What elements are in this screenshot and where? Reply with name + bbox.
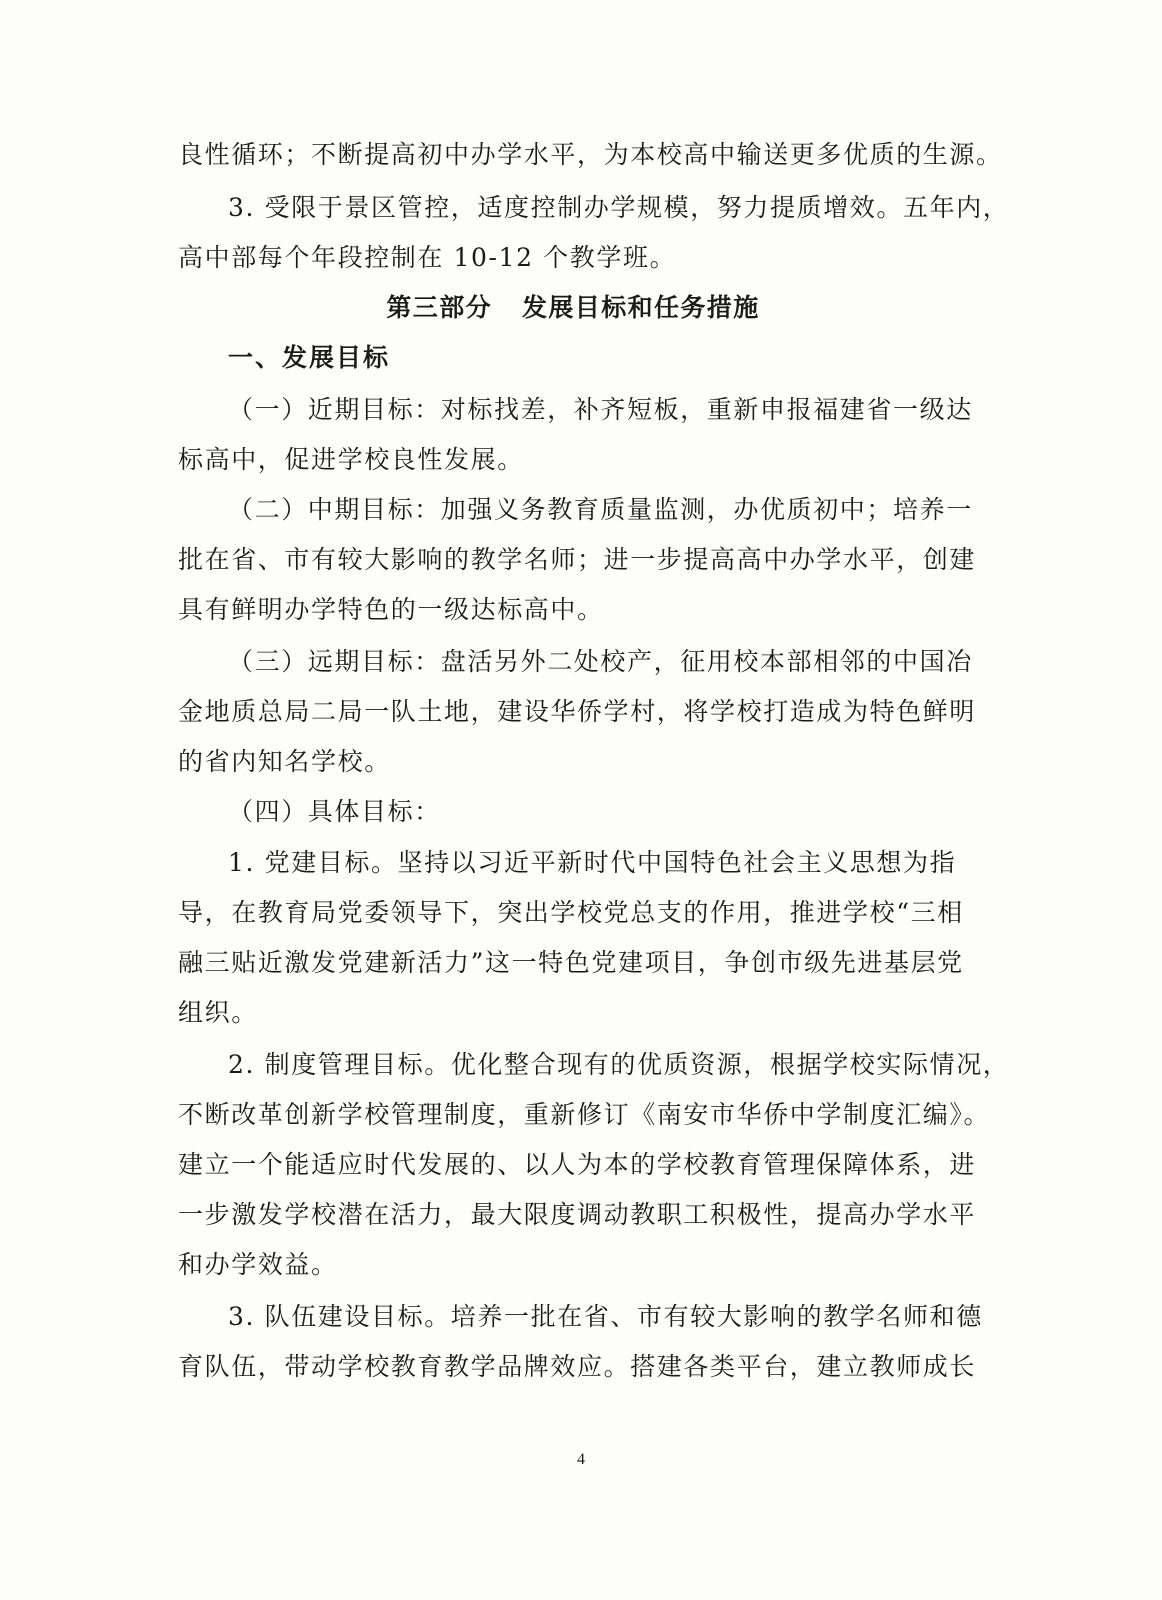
text-line: 具有鲜明办学特色的一级达标高中。 [178,595,604,624]
text-line: 育队伍，带动学校教育教学品牌效应。搭建各类平台，建立教师成长 [178,1352,977,1381]
text-line: （一）近期目标：对标找差，补齐短板，重新申报福建省一级达 [228,395,973,424]
text-line: 3. 队伍建设目标。培养一批在省、市有较大影响的教学名师和德 [228,1302,983,1331]
subheading: 一、发展目标 [228,343,391,372]
text-line: （二）中期目标：加强义务教育质量监测，办优质初中；培养一 [228,495,973,524]
text-line: 高中部每个年段控制在 10-12 个教学班。 [178,243,677,272]
section-title [178,293,968,323]
text-line: 1. 党建目标。坚持以习近平新时代中国特色社会主义思想为指 [228,848,957,877]
text-line: （三）远期目标：盘活另外二处校产，征用校本部相邻的中国冶 [228,647,973,676]
text-line: 和办学效益。 [178,1250,338,1279]
text-line: 良性循环；不断提高初中办学水平，为本校高中输送更多优质的生源。 [178,140,1003,169]
text-line: （四）具体目标： [228,797,441,826]
text-line: 标高中，促进学校良性发展。 [178,445,524,474]
text-line: 一步激发学校潜在活力，最大限度调动教职工积极性，提高办学水平 [178,1200,977,1229]
text-line: 金地质总局二局一队土地，建设华侨学村，将学校打造成为特色鲜明 [178,697,977,726]
text-line: 组织。 [178,998,258,1027]
text-line: 的省内知名学校。 [178,747,391,776]
text-line: 融三贴近激发党建新活力”这一特色党建项目，争创市级先进基层党 [178,948,964,977]
text-line: 批在省、市有较大影响的教学名师；进一步提高高中办学水平，创建 [178,545,977,574]
text-line: 2. 制度管理目标。优化整合现有的优质资源，根据学校实际情况， [228,1050,1010,1079]
text-line: 导，在教育局党委领导下，突出学校党总支的作用，推进学校“三相 [178,898,964,927]
text-line: 不断改革创新学校管理制度，重新修订《南安市华侨中学制度汇编》。 [178,1100,991,1129]
section-title-name: 发展目标和任务措施 [522,293,760,322]
section-title-part: 第三部分 [386,293,492,322]
text-line: 建立一个能适应时代发展的、以人为本的学校教育管理保障体系，进 [178,1150,977,1179]
page-number: 4 [577,1451,585,1468]
text-line: 3. 受限于景区管控，适度控制办学规模，努力提质增效。五年内， [228,193,1010,222]
